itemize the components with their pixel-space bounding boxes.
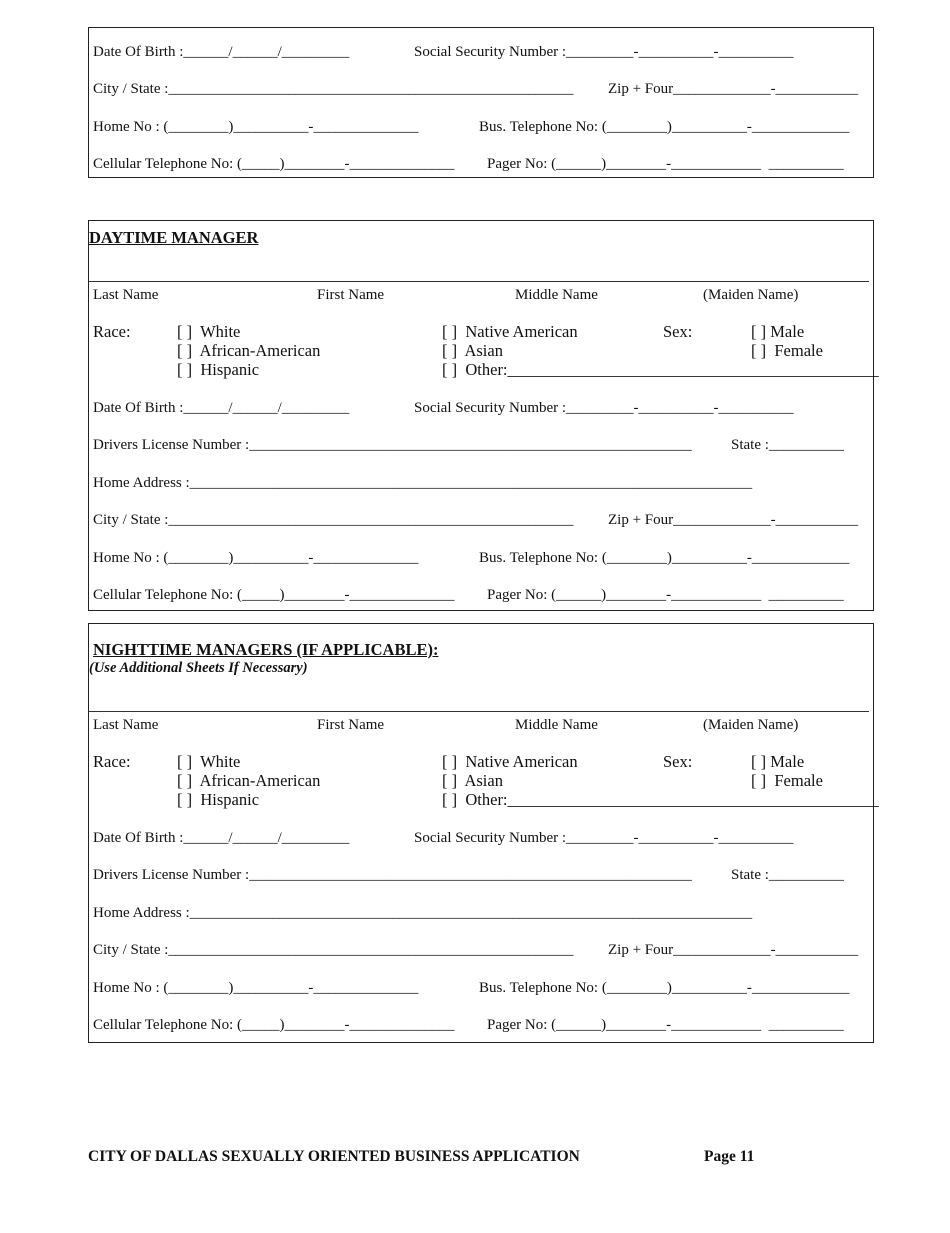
city-state-field[interactable]: City / State :______________________________________________________: [93, 81, 574, 97]
first-name-label: First Name: [317, 287, 385, 303]
section-subtitle: (Use Additional Sheets If Necessary): [89, 660, 308, 676]
date-of-birth-field[interactable]: Date Of Birth :______/______/_________: [93, 44, 350, 60]
race-label: Race:: [93, 322, 131, 341]
zip-four-field[interactable]: Zip + Four_____________-___________: [608, 512, 859, 528]
dl-state-field[interactable]: State :__________: [731, 867, 844, 883]
race-white-checkbox[interactable]: [ ] White: [177, 752, 241, 771]
pager-field[interactable]: Pager No: (______)________-____________ __________: [487, 587, 844, 603]
zip-four-field[interactable]: Zip + Four_____________-___________: [608, 81, 859, 97]
business-phone-field[interactable]: Bus. Telephone No: (________)__________-_____________: [479, 119, 850, 135]
drivers-license-field[interactable]: Drivers License Number :___________________________________________________________: [93, 867, 692, 883]
pager-field[interactable]: Pager No: (______)________-____________ __________: [487, 1017, 844, 1033]
race-african-american-checkbox[interactable]: [ ] African-American: [177, 341, 321, 360]
home-phone-field[interactable]: Home No : (________)__________-______________: [93, 550, 419, 566]
cellular-phone-field[interactable]: Cellular Telephone No: (_____)________-______________: [93, 587, 455, 603]
last-name-label: Last Name: [93, 717, 159, 733]
race-hispanic-checkbox[interactable]: [ ] Hispanic: [177, 790, 260, 809]
nighttime-managers-section: [88, 623, 879, 1043]
business-phone-field[interactable]: Bus. Telephone No: (________)__________-_____________: [479, 980, 850, 996]
race-asian-checkbox[interactable]: [ ] Asian: [442, 341, 503, 360]
daytime-manager-section: [88, 220, 879, 611]
date-of-birth-field[interactable]: Date Of Birth :______/______/_________: [93, 830, 350, 846]
race-native-american-checkbox[interactable]: [ ] Native American: [442, 752, 578, 771]
sex-female-checkbox[interactable]: [ ] Female: [751, 771, 823, 790]
race-african-american-checkbox[interactable]: [ ] African-American: [177, 771, 321, 790]
race-label: Race:: [93, 752, 131, 771]
page-number: Page 11: [704, 1148, 755, 1165]
drivers-license-field[interactable]: Drivers License Number :___________________________________________________________: [93, 437, 692, 453]
sex-male-checkbox[interactable]: [ ] Male: [751, 752, 805, 771]
pager-field[interactable]: Pager No: (______)________-____________ __________: [487, 156, 844, 172]
cellular-phone-field[interactable]: Cellular Telephone No: (_____)________-______________: [93, 1017, 455, 1033]
sex-label: Sex:: [663, 322, 693, 341]
business-phone-field[interactable]: Bus. Telephone No: (________)__________-_____________: [479, 550, 850, 566]
footer-title: CITY OF DALLAS SEXUALLY ORIENTED BUSINESS APPLICATION: [88, 1148, 580, 1165]
middle-name-label: Middle Name: [515, 717, 598, 733]
race-white-checkbox[interactable]: [ ] White: [177, 322, 241, 341]
applicant-contact-section: [88, 27, 874, 178]
section-title: DAYTIME MANAGER: [89, 228, 259, 247]
section-title: NIGHTTIME MANAGERS (IF APPLICABLE):: [93, 640, 439, 659]
last-name-label: Last Name: [93, 287, 159, 303]
race-other-field[interactable]: [ ] Other:_____________________________________________: [442, 360, 879, 379]
middle-name-label: Middle Name: [515, 287, 598, 303]
name-line[interactable]: [89, 711, 869, 712]
dl-state-field[interactable]: State :__________: [731, 437, 844, 453]
home-address-field[interactable]: Home Address :___________________________________________________________________________: [93, 905, 753, 921]
sex-male-checkbox[interactable]: [ ] Male: [751, 322, 805, 341]
race-asian-checkbox[interactable]: [ ] Asian: [442, 771, 503, 790]
race-native-american-checkbox[interactable]: [ ] Native American: [442, 322, 578, 341]
cellular-phone-field[interactable]: Cellular Telephone No: (_____)________-______________: [93, 156, 455, 172]
home-address-field[interactable]: Home Address :___________________________________________________________________________: [93, 475, 753, 491]
city-state-field[interactable]: City / State :______________________________________________________: [93, 512, 574, 528]
zip-four-field[interactable]: Zip + Four_____________-___________: [608, 942, 859, 958]
date-of-birth-field[interactable]: Date Of Birth :______/______/_________: [93, 400, 350, 416]
race-other-field[interactable]: [ ] Other:_____________________________________________: [442, 790, 879, 809]
sex-label: Sex:: [663, 752, 693, 771]
first-name-label: First Name: [317, 717, 385, 733]
maiden-name-label: (Maiden Name): [703, 717, 799, 733]
sex-female-checkbox[interactable]: [ ] Female: [751, 341, 823, 360]
race-hispanic-checkbox[interactable]: [ ] Hispanic: [177, 360, 260, 379]
ssn-field[interactable]: Social Security Number :_________-__________-__________: [414, 830, 794, 846]
home-phone-field[interactable]: Home No : (________)__________-______________: [93, 119, 419, 135]
ssn-field[interactable]: Social Security Number :_________-__________-__________: [414, 44, 794, 60]
ssn-field[interactable]: Social Security Number :_________-__________-__________: [414, 400, 794, 416]
home-phone-field[interactable]: Home No : (________)__________-______________: [93, 980, 419, 996]
city-state-field[interactable]: City / State :______________________________________________________: [93, 942, 574, 958]
name-line[interactable]: [89, 281, 869, 282]
maiden-name-label: (Maiden Name): [703, 287, 799, 303]
